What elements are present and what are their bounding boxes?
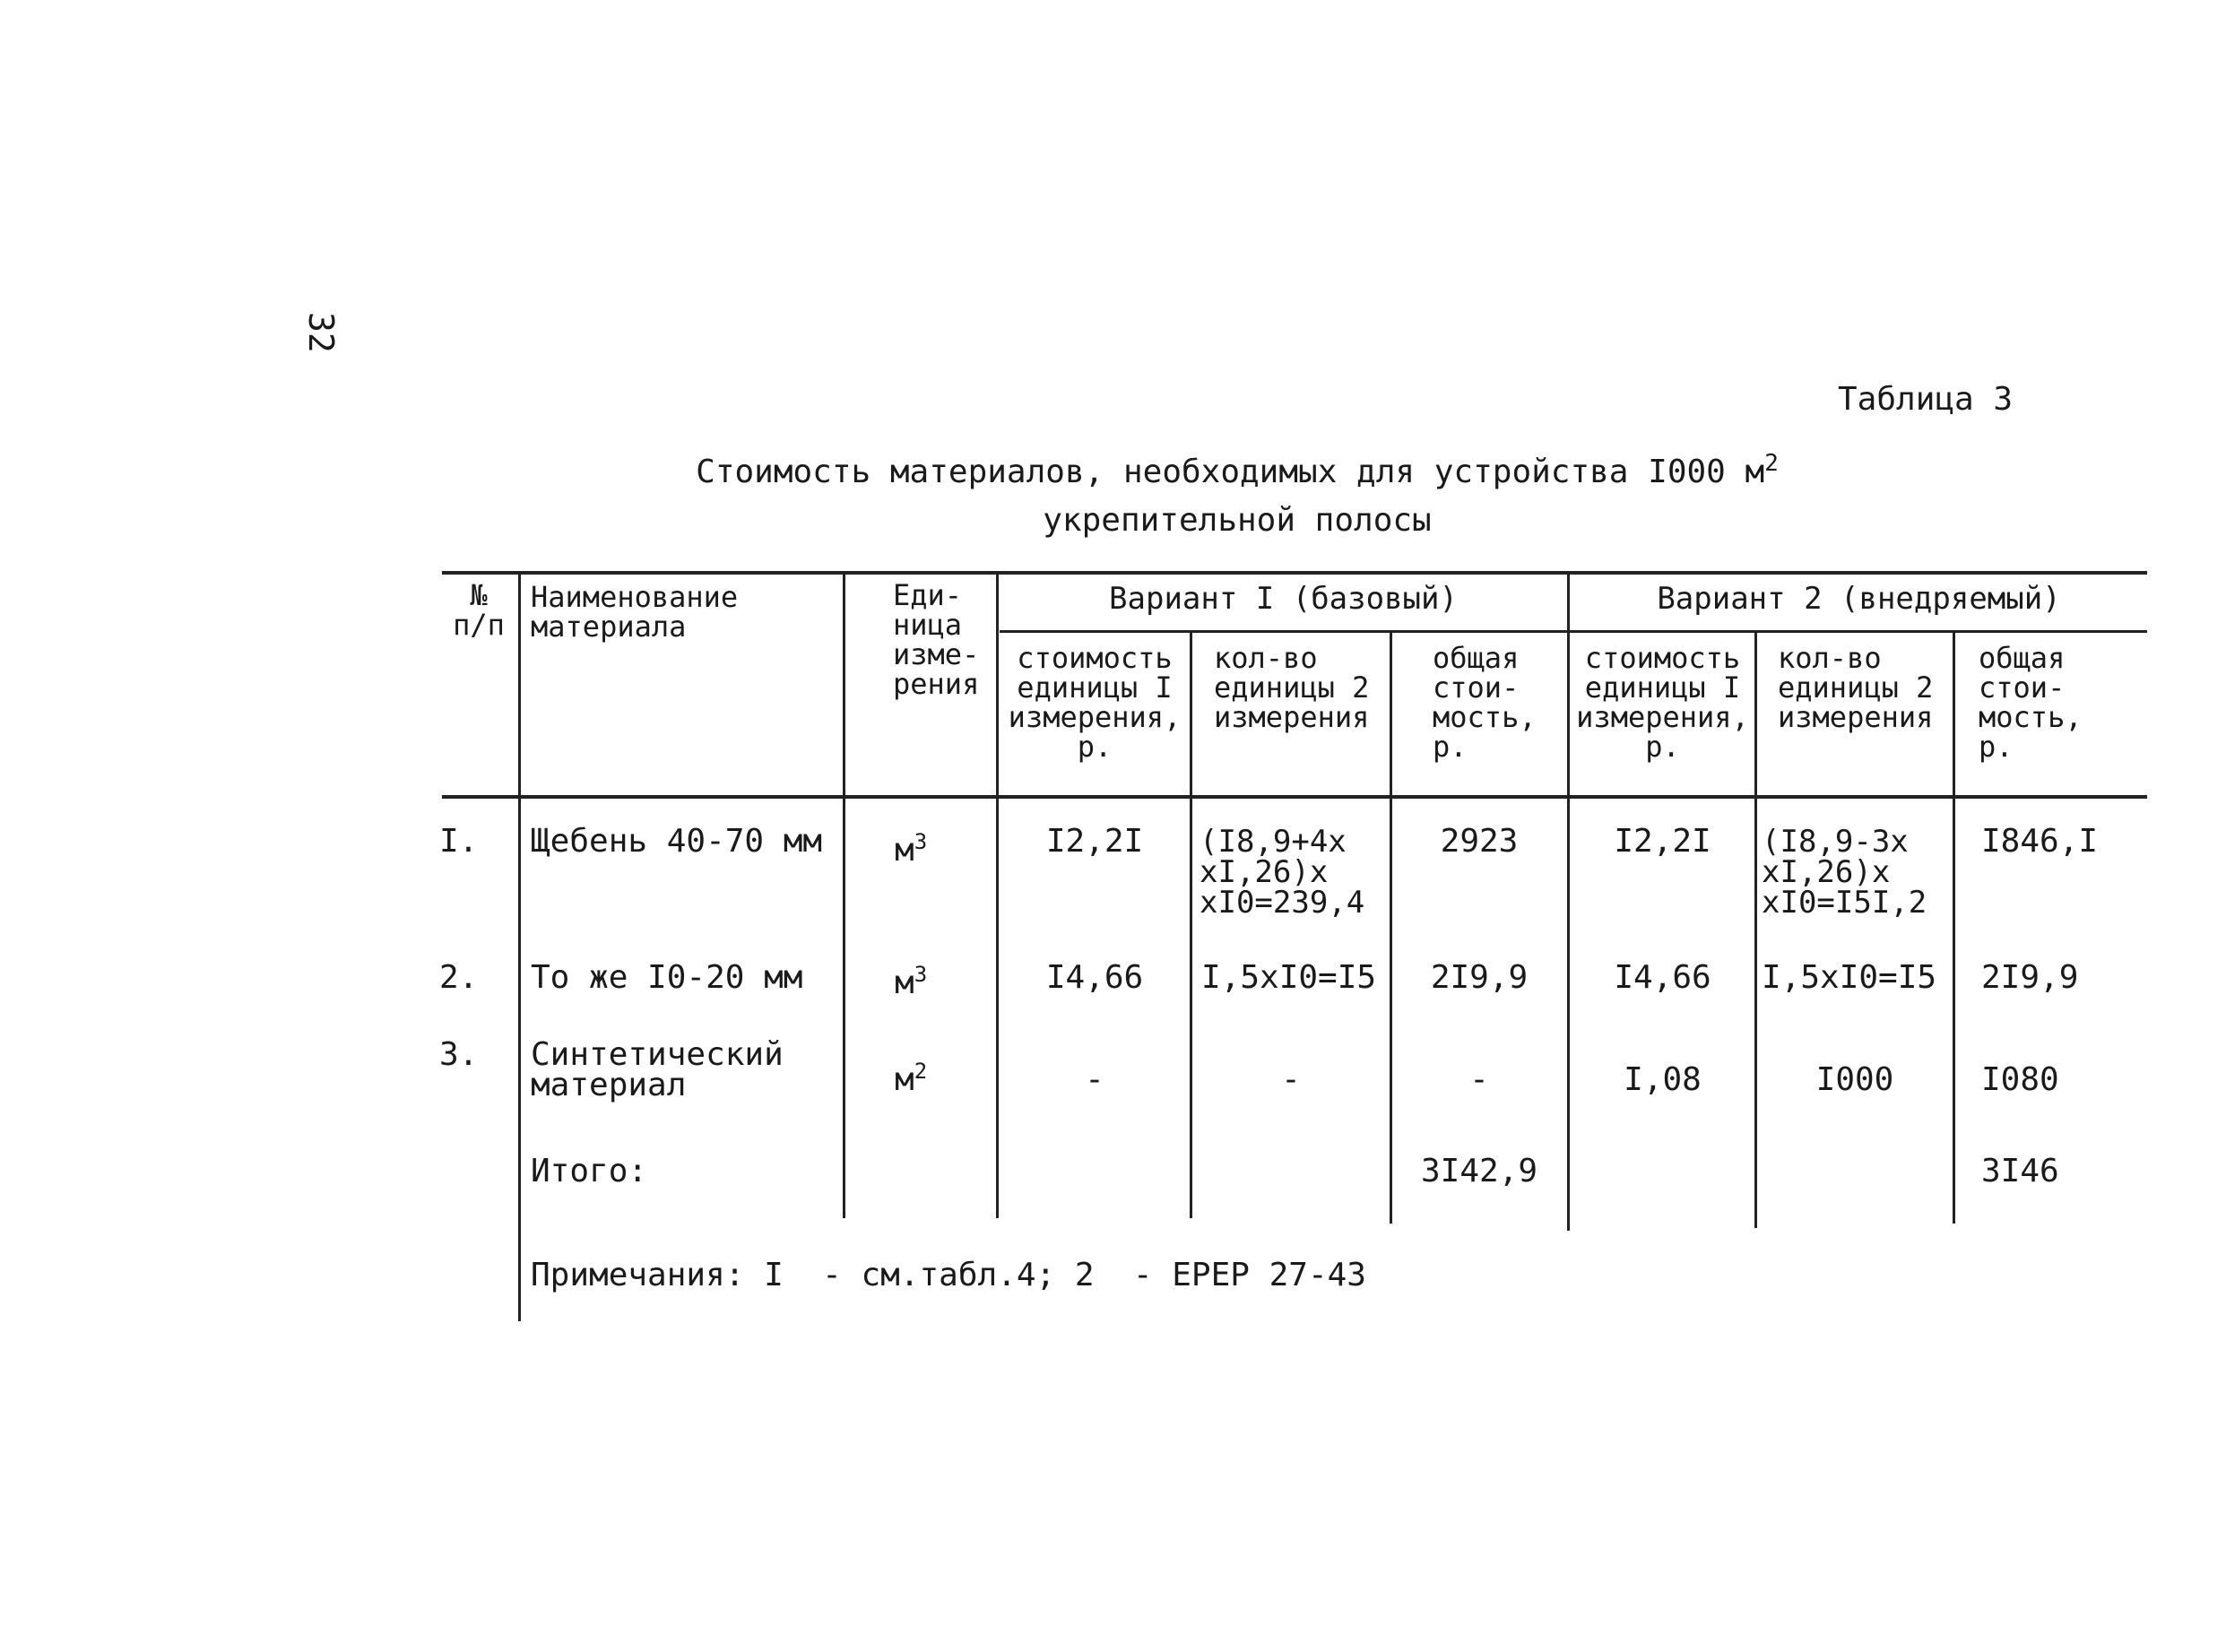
header-v2-quantity: кол-во единицы 2 измерения [1778,641,1934,734]
row3-v2-cost: I,08 [1624,1061,1702,1098]
row1-unit-sup: 3 [914,829,928,854]
row3-v1-cost: - [1085,1061,1104,1098]
row3-unit [895,1056,928,1098]
col-divider-name [843,573,845,1218]
row1-num: I. [439,823,479,860]
row2-v2-qty: I,5хI0=I5 [1762,959,1937,996]
title-superscript: 2 [1764,450,1779,477]
header-bottom-rule [442,795,2147,799]
row2-name: То же I0-20 мм [531,959,803,996]
row1-unit-text: м [895,832,914,869]
header-v1-total: общая стои- мость, р. [1433,641,1537,764]
col-divider-v1-qty [1390,632,1392,1224]
row2-unit-text: м [895,964,914,1001]
row1-v2-total: I846,I [1981,823,2099,860]
row3-v1-total: - [1469,1061,1489,1098]
table-title [628,439,1847,545]
row2-v2-cost: I4,66 [1614,959,1711,996]
col-divider-v2-cost [1754,632,1757,1228]
row3-unit-text: м [895,1061,914,1098]
table-label: Таблица 3 [1838,381,2014,418]
row1-v2-qty: (I8,9-3х хI,26)х хI0=I5I,2 [1762,824,1927,921]
total-v2: 3I46 [1981,1153,2059,1189]
header-v1-quantity: кол-во единицы 2 измерения [1214,641,1370,734]
row2-unit-sup: 3 [914,962,928,987]
total-v1: 3I42,9 [1420,1153,1538,1189]
col-divider-num [518,573,521,1321]
table-top-rule [442,571,2147,575]
row2-v1-cost: I4,66 [1045,959,1144,996]
row2-num: 2. [439,959,479,996]
header-v1-unit-cost: стоимость единицы I измерения, р. [1008,641,1182,764]
col-divider-variants [1567,573,1570,1231]
total-label: Итого: [531,1153,648,1189]
row1-unit [895,826,928,869]
col-divider-unit [996,573,999,1218]
row2-v1-total: 2I9,9 [1430,959,1529,996]
row2-unit [895,959,927,999]
header-variant1: Вариант I (базовый) [1109,581,1458,617]
row2-v2-total: 2I9,9 [1981,959,2079,996]
header-v2-unit-cost: стоимость единицы I измерения, р. [1576,641,1749,764]
header-unit: Еди- ница изме- рения [893,578,980,701]
col-divider-v2-qty [1953,632,1955,1224]
row1-v1-total: 2923 [1440,823,1519,860]
row1-name: Щебень 40-70 мм [531,823,823,860]
row3-v2-qty: I000 [1815,1061,1894,1098]
header-name: Наименование материала [531,580,739,644]
title-text: Стоимость материалов, необходимых для устройства I000 м [696,454,1765,490]
row3-num: 3. [439,1036,479,1073]
row1-v2-cost: I2,2I [1614,823,1711,860]
row3-unit-sup: 2 [914,1059,928,1084]
header-num: № п/п [453,578,505,642]
row3-v2-total: I080 [1981,1061,2059,1098]
row1-v1-qty: (I8,9+4х хI,26)х хI0=239,4 [1200,824,1365,921]
col-divider-v1-cost [1190,632,1192,1218]
header-v2-total: общая стои- мость, р. [1979,641,2083,764]
row3-v1-qty: - [1281,1061,1301,1098]
row1-v1-cost: I2,2I [1045,823,1144,860]
page-number: 32 [301,312,341,353]
table-notes: Примечания: I - см.табл.4; 2 - ЕРЕР 27-43 [531,1257,1366,1293]
header-variant2: Вариант 2 (внедряемый) [1657,581,2061,617]
title-text-end: укрепительной полосы [1043,502,1432,539]
variant-header-rule [1000,630,2147,633]
row3-name: Синтетический материал [531,1036,784,1103]
row2-v1-qty: I,5хI0=I5 [1201,959,1377,996]
